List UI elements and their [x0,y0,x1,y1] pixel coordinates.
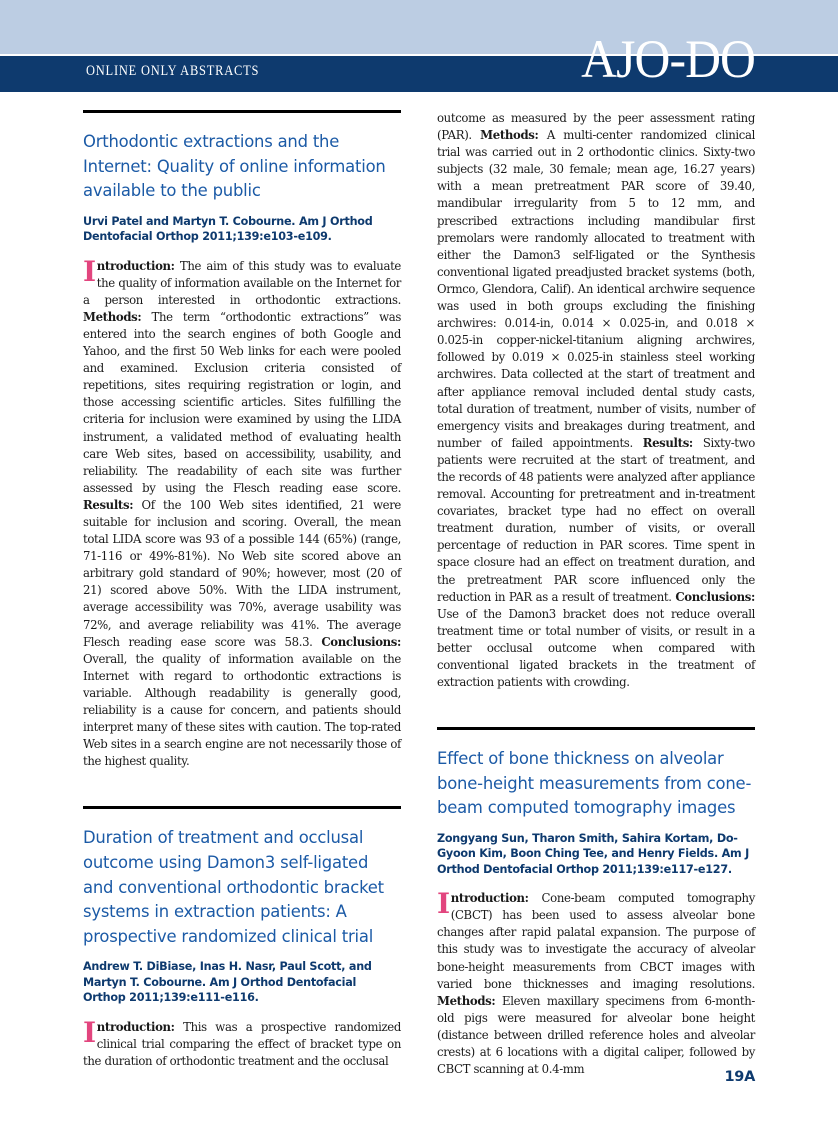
abstract-text: ntroduction: The aim of this study was to evaluate the quality of information available on the Internet for a person interested in orthodontic extractions. Methods: The term “orthodontic extractions” was entered into the search engines of both Google and Yahoo, and the first 50 Web links for each were pooled and examined. Exclusion criteria consisted of repetitions, sites requiring registration or login, and those accessing scientific articles. Sites fulfilling the criteria for inclusion were examined by using the LIDA instrument, a validated method of evaluating health care Web sites, based on accessibility, usability, and reliability. The readability of each site was further assessed by using the Flesch reading ease score. Results: Of the 100 Web sites identified, 21 were suitable for inclusion and scoring. Overall, the mean total LIDA score was 93 of a possible 144 (65%) (range, 71-116 or 49%-81%). No Web site scored above an arbitrary gold standard of 90%; however, most (20 of 21) scored above 50%. With the LIDA instrument, average accessibility was 70%, average usability was 72%, and average reliability was 41%. The average Flesch reading ease score was 58.3. Conclusions: Overall, the quality of information available on the Internet with regard to orthodontic extractions is variable. Although readability is generally good, reliability is a cause for concern, and patients should interpret many of these sites with caution. The top-rated Web sites in a search engine are not necessarily those of the highest quality. [83,258,401,769]
article-abstract [83,254,401,771]
article-title: Duration of treatment and occlusal outcome using Damon3 self-ligated and conventional orthodontic bracket systems in extraction patients: A prospective randomized clinical trial [83,828,384,946]
article-byline: Andrew T. DiBiase, Inas H. Nasr, Paul Scott, and Martyn T. Cobourne. Am J Orthod Dentofacial Orthop 2011;139:e111-e116. [83,960,372,1005]
dropcap-letter: I [83,254,96,288]
article-abstract-continued: outcome as measured by the peer assessment rating (PAR). Methods: A multi-center randomized clinical trial was carried out in 2 orthodontic clinics. Sixty-two subjects (32 male, 30 female; mean age, 16.27 years) with a mean pretreatment PAR score of 39.40, mandibular irregularity from 5 to 12 mm, and prescribed extractions including mandibular first premolars were randomly allocated to treatment with either the Damon3 self-ligated or the Synthesis conventional ligated preadjusted bracket systems (both, Ormco, Glendora, Calif). An identical archwire sequence was used in both groups excluding the finishing archwires: 0.014-in, 0.014 × 0.025-in, and 0.018 × 0.025-in copper-nickel-titanium aligning archwires, followed by 0.019 × 0.025-in stainless steel working archwires. Data collected at the start of treatment and after appliance removal included dental study casts, total duration of treatment, number of visits, number of emergency visits and breakages during treatment, and number of failed appointments. Results: Sixty-two patients were recruited at the start of treatment, and the records of 48 patients were analyzed after appliance removal. Accounting for pretreatment and in-treatment covariates, bracket type had no effect on overall treatment duration, number of visits, or overall percentage of reduction in PAR scores. Time spent in space closure had an effect on treatment duration, and the pretreatment PAR score influenced only the reduction in PAR as a result of treatment. Conclusions: Use of the Damon3 bracket does not reduce overall treatment time or total number of visits, or result in a better occlusal outcome when compared with conventional ligated brackets in the treatment of extraction patients with crowding. [437,111,755,690]
article-bone-thickness-cbct [437,727,755,1078]
article-abstract-start [83,1015,401,1070]
abstract-text: ntroduction: Cone-beam computed tomography (CBCT) has been used to assess alveolar bone changes after rapid palatal expansion. The purpose of this study was to investigate the accuracy of alveolar bone-height measurements from CBCT images with varied bone thicknesses and imaging resolutions. Methods: Eleven maxillary specimens from 6-month-old pigs were measured for alveolar bone height (distance between drilled reference holes and alveolar crests) at 6 locations with a digital caliper, followed by CBCT scanning at 0.4-mm [437,891,755,1077]
article-orthodontic-extractions-internet [83,110,401,770]
dropcap-letter: I [437,887,450,921]
dropcap-letter: I [83,1015,96,1049]
article-rule [437,727,755,730]
article-byline: Zongyang Sun, Tharon Smith, Sahira Kortam, Do-Gyoon Kim, Boon Ching Tee, and Henry Fields. Am J Orthod Dentofacial Orthop 2011;139:e117-e127. [437,831,749,876]
article-rule [83,110,401,113]
article-abstract [437,887,755,1078]
column-right [437,110,755,1078]
masthead-underline [0,92,838,95]
section-label: ONLINE ONLY ABSTRACTS [86,63,260,79]
article-rule [83,806,401,809]
article-damon3-duration-occlusal [83,806,401,1069]
column-gap [437,691,755,727]
column-gap [83,770,401,806]
abstract-text: ntroduction: This was a prospective randomized clinical trial comparing the effect of bracket type on the duration of orthodontic treatment and the occlusal [83,1019,401,1068]
page-masthead [0,0,838,97]
article-byline: Urvi Patel and Martyn T. Cobourne. Am J Orthod Dentofacial Orthop 2011;139:e103-e109. [83,214,373,244]
page-body [0,97,838,1122]
journal-logo: AJO-DO [581,29,755,89]
article-title: Orthodontic extractions and the Internet: Quality of online information available to the public [83,132,386,201]
column-left [83,110,401,1070]
page-number: 19A [724,1069,755,1085]
article-title: Effect of bone thickness on alveolar bone-height measurements from cone-beam computed tomography images [437,749,752,818]
